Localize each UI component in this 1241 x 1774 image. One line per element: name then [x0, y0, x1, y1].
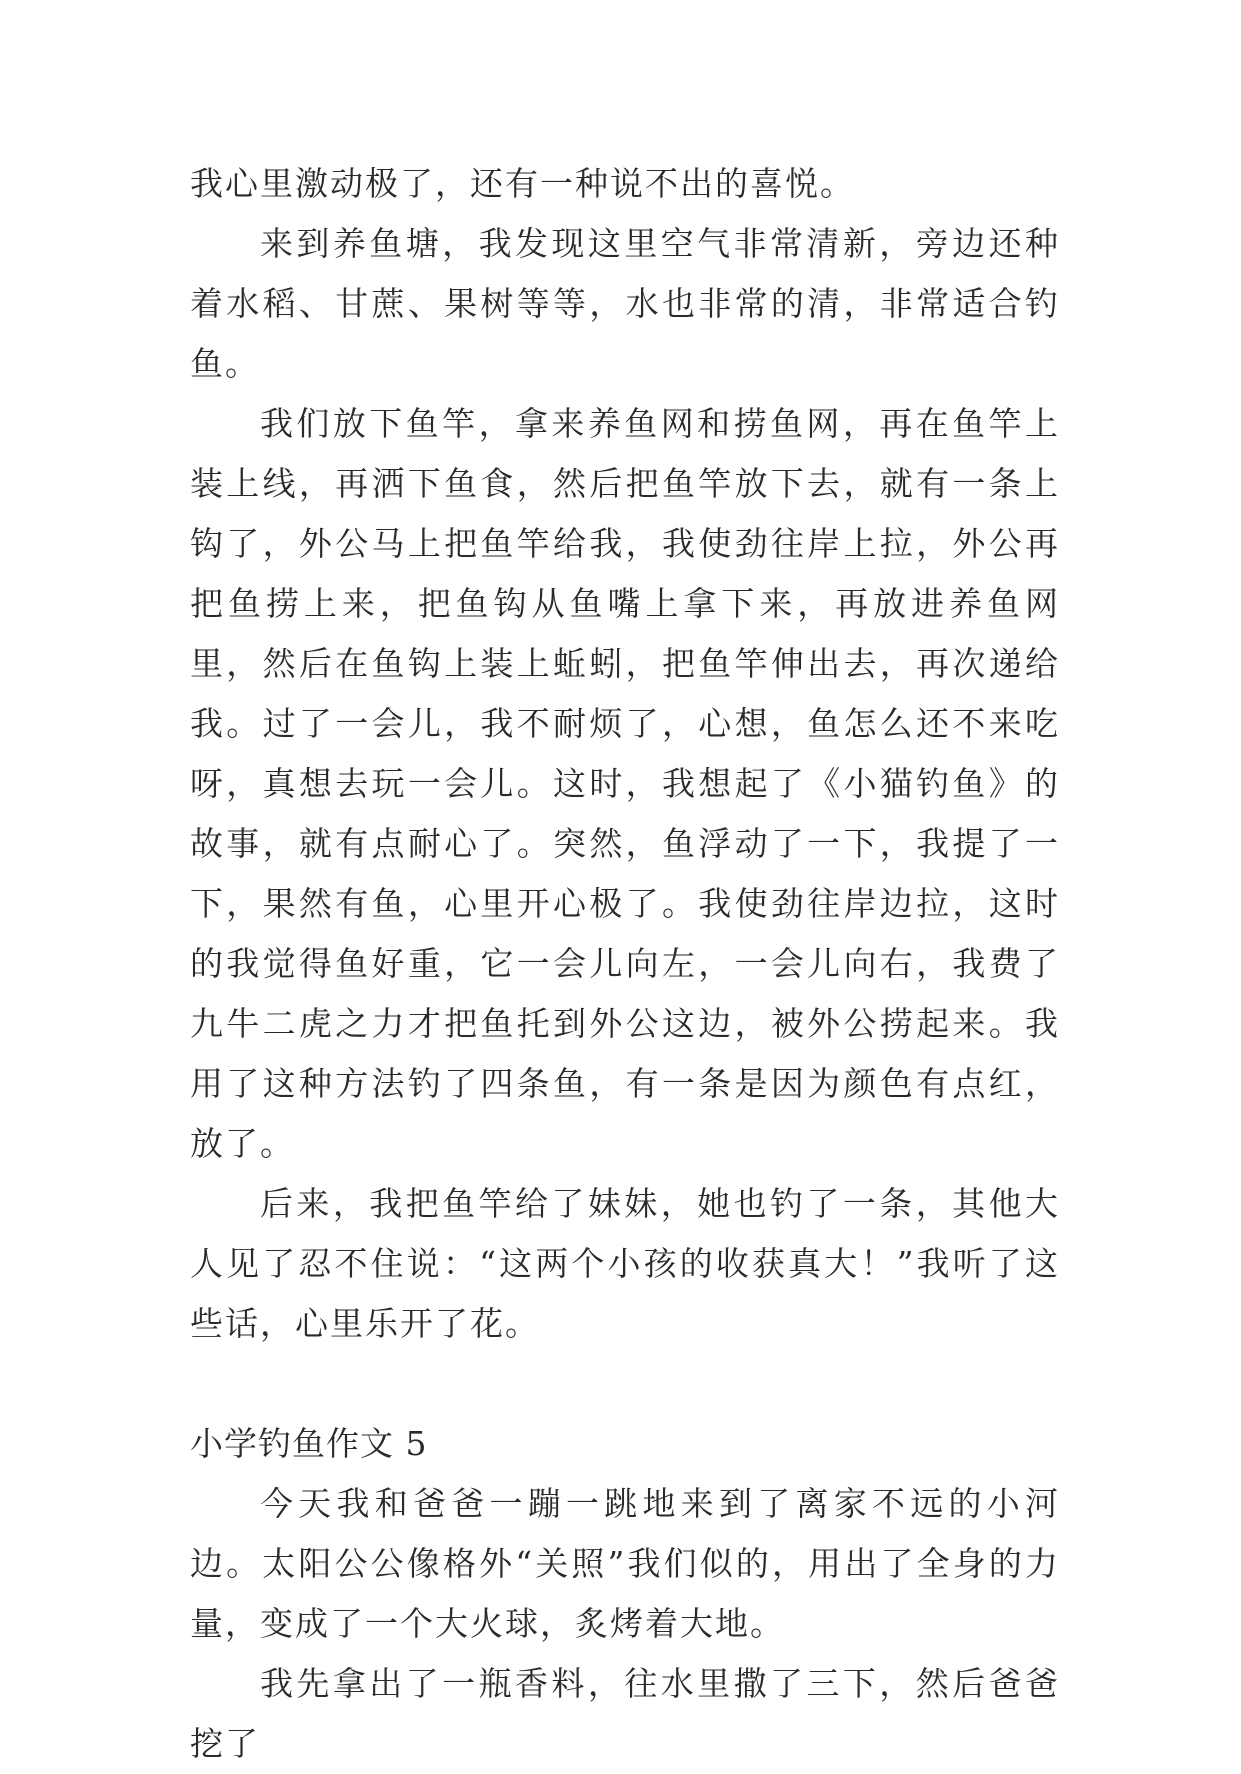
paragraph-river-trip: 今天我和爸爸一蹦一跳地来到了离家不远的小河边。太阳公公像格外“关照”我们似的，用出了全身的力量，变成了一个大火球，炙烤着大地。 [190, 1484, 1060, 1643]
document-body [190, 154, 1060, 1774]
paragraph-continuation: 我心里激动极了，还有一种说不出的喜悦。 [190, 164, 855, 203]
paragraph-spice-bait: 我先拿出了一瓶香料，往水里撒了三下，然后爸爸挖了 [190, 1664, 1060, 1763]
paragraph-fish-pond: 来到养鱼塘，我发现这里空气非常清新，旁边还种着水稻、甘蔗、果树等等，水也非常的清，非常适合钓鱼。 [190, 224, 1060, 383]
paragraph-fishing-process: 我们放下鱼竿，拿来养鱼网和捞鱼网，再在鱼竿上装上线，再洒下鱼食，然后把鱼竿放下去，就有一条上钩了，外公马上把鱼竿给我，我使劲往岸上拉，外公再把鱼捞上来，把鱼钩从鱼嘴上拿下来，再放进养鱼网里，然后在鱼钩上装上蚯蚓，把鱼竿伸出去，再次递给我。过了一会儿，我不耐烦了，心想，鱼怎么还不来吃呀，真想去玩一会儿。这时，我想起了《小猫钓鱼》的故事，就有点耐心了。突然，鱼浮动了一下，我提了一下，果然有鱼，心里开心极了。我使劲往岸边拉，这时的我觉得鱼好重，它一会儿向左，一会儿向右，我费了九牛二虎之力才把鱼托到外公这边，被外公捞起来。我用了这种方法钓了四条鱼，有一条是因为颜色有点红，放了。 [190, 404, 1060, 1163]
section-title: 小学钓鱼作文 5 [190, 1424, 428, 1463]
paragraph-sister-fishing: 后来，我把鱼竿给了妹妹，她也钓了一条，其他大人见了忍不住说：“这两个小孩的收获真大！”我听了这些话，心里乐开了花。 [190, 1184, 1060, 1343]
section-spacer [190, 1354, 1060, 1414]
